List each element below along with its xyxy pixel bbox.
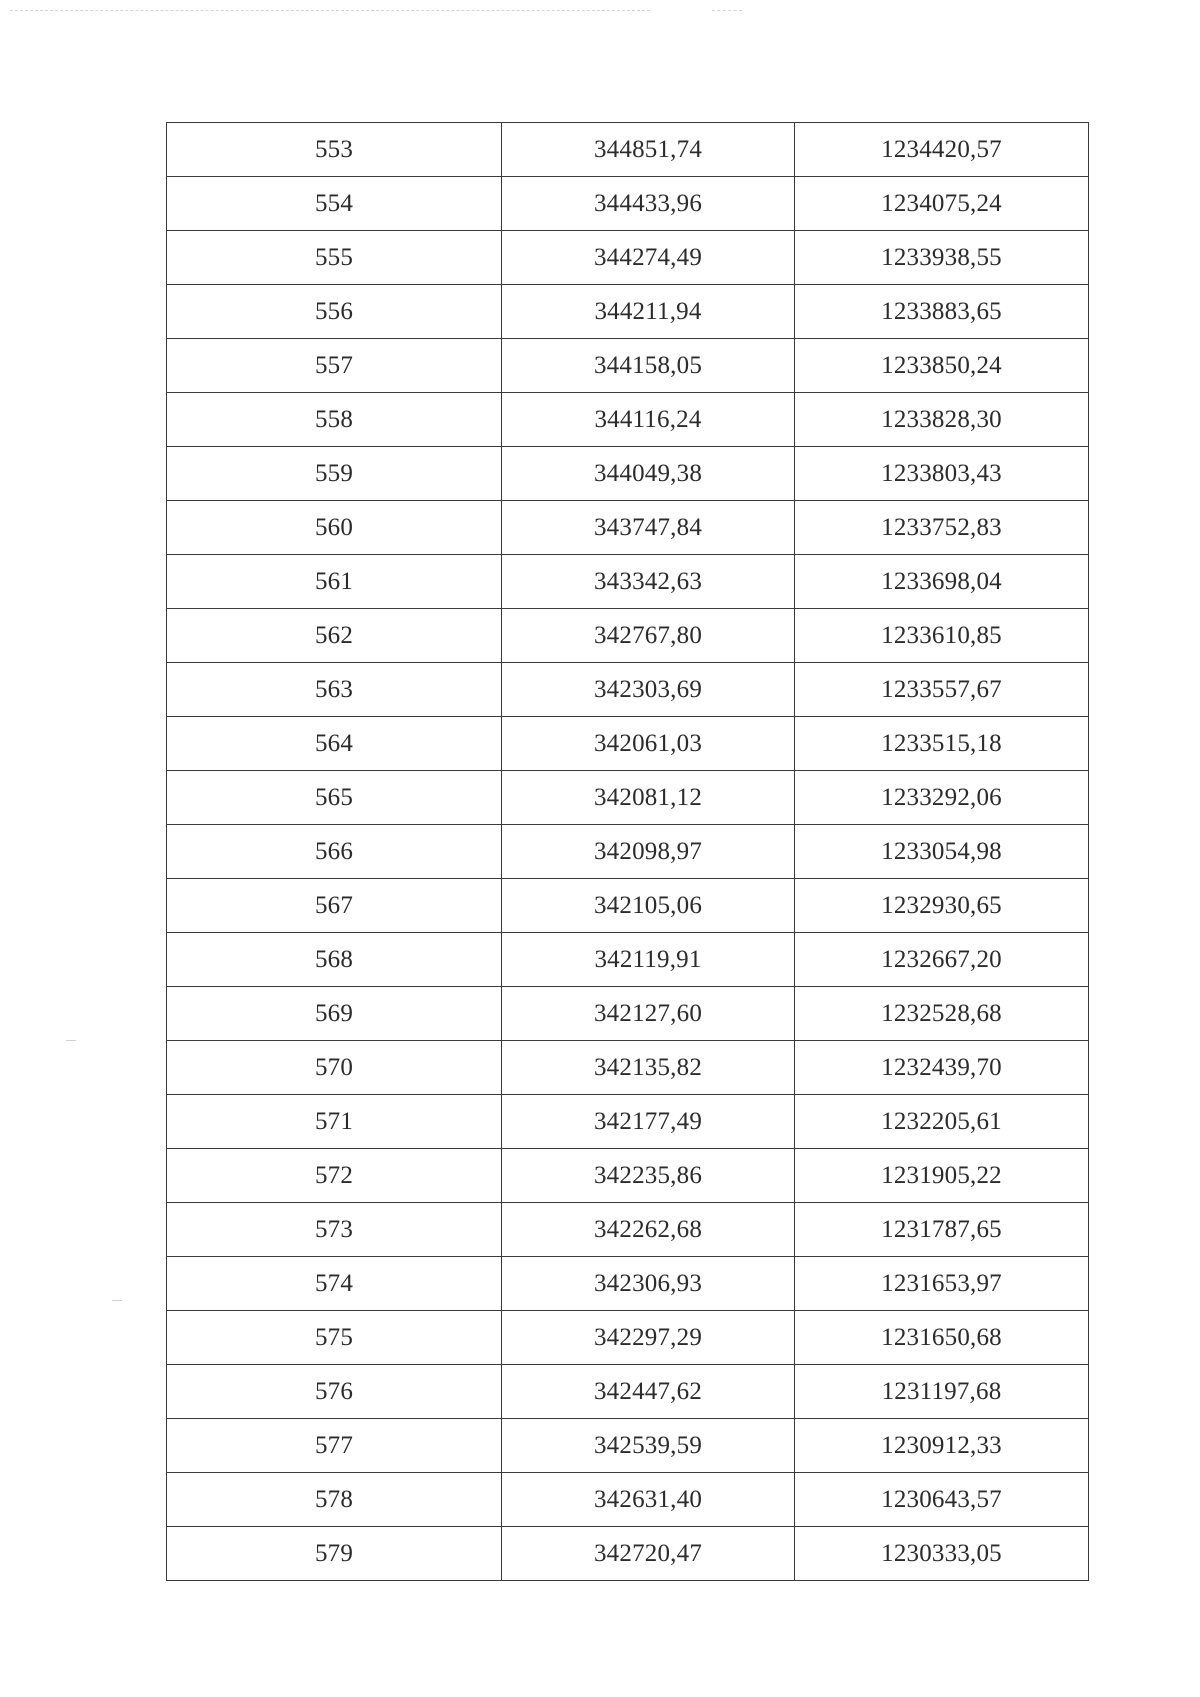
table-row [167, 555, 1089, 609]
point-number-cell: 569 [167, 987, 502, 1041]
y-coordinate-cell: 1232930,65 [795, 879, 1089, 933]
x-coordinate-cell: 342720,47 [502, 1527, 795, 1581]
x-coordinate-cell: 344158,05 [502, 339, 795, 393]
point-number-cell: 559 [167, 447, 502, 501]
point-number-cell: 568 [167, 933, 502, 987]
point-number-cell: 567 [167, 879, 502, 933]
y-coordinate-cell: 1234420,57 [795, 123, 1089, 177]
table-row [167, 1419, 1089, 1473]
x-coordinate-cell: 342262,68 [502, 1203, 795, 1257]
x-coordinate-cell: 344274,49 [502, 231, 795, 285]
y-coordinate-cell: 1233752,83 [795, 501, 1089, 555]
table-row [167, 1095, 1089, 1149]
point-number-cell: 576 [167, 1365, 502, 1419]
table-row [167, 1527, 1089, 1581]
y-coordinate-cell: 1233610,85 [795, 609, 1089, 663]
table-row [167, 1041, 1089, 1095]
x-coordinate-cell: 342119,91 [502, 933, 795, 987]
table-row [167, 771, 1089, 825]
x-coordinate-cell: 344851,74 [502, 123, 795, 177]
x-coordinate-cell: 342127,60 [502, 987, 795, 1041]
point-number-cell: 563 [167, 663, 502, 717]
y-coordinate-cell: 1231653,97 [795, 1257, 1089, 1311]
x-coordinate-cell: 342081,12 [502, 771, 795, 825]
point-number-cell: 564 [167, 717, 502, 771]
x-coordinate-cell: 342098,97 [502, 825, 795, 879]
table-row [167, 1365, 1089, 1419]
y-coordinate-cell: 1233828,30 [795, 393, 1089, 447]
scan-artifact-mark [66, 1040, 76, 1041]
x-coordinate-cell: 342631,40 [502, 1473, 795, 1527]
x-coordinate-cell: 342447,62 [502, 1365, 795, 1419]
y-coordinate-cell: 1233850,24 [795, 339, 1089, 393]
coordinates-table-body [167, 123, 1089, 1581]
table-row [167, 285, 1089, 339]
scan-artifact-line [10, 10, 650, 11]
point-number-cell: 579 [167, 1527, 502, 1581]
y-coordinate-cell: 1233515,18 [795, 717, 1089, 771]
point-number-cell: 553 [167, 123, 502, 177]
y-coordinate-cell: 1233557,67 [795, 663, 1089, 717]
x-coordinate-cell: 344211,94 [502, 285, 795, 339]
point-number-cell: 572 [167, 1149, 502, 1203]
x-coordinate-cell: 344116,24 [502, 393, 795, 447]
table-row [167, 177, 1089, 231]
y-coordinate-cell: 1232205,61 [795, 1095, 1089, 1149]
y-coordinate-cell: 1231787,65 [795, 1203, 1089, 1257]
table-row [167, 933, 1089, 987]
table-row [167, 123, 1089, 177]
table-row [167, 339, 1089, 393]
table-row [167, 609, 1089, 663]
x-coordinate-cell: 344049,38 [502, 447, 795, 501]
point-number-cell: 557 [167, 339, 502, 393]
point-number-cell: 565 [167, 771, 502, 825]
table-row [167, 717, 1089, 771]
x-coordinate-cell: 342306,93 [502, 1257, 795, 1311]
point-number-cell: 554 [167, 177, 502, 231]
point-number-cell: 578 [167, 1473, 502, 1527]
x-coordinate-cell: 344433,96 [502, 177, 795, 231]
y-coordinate-cell: 1233938,55 [795, 231, 1089, 285]
table-row [167, 1311, 1089, 1365]
x-coordinate-cell: 342235,86 [502, 1149, 795, 1203]
y-coordinate-cell: 1232439,70 [795, 1041, 1089, 1095]
x-coordinate-cell: 343747,84 [502, 501, 795, 555]
x-coordinate-cell: 342061,03 [502, 717, 795, 771]
y-coordinate-cell: 1231650,68 [795, 1311, 1089, 1365]
table-row [167, 1149, 1089, 1203]
point-number-cell: 575 [167, 1311, 502, 1365]
x-coordinate-cell: 342767,80 [502, 609, 795, 663]
y-coordinate-cell: 1230333,05 [795, 1527, 1089, 1581]
point-number-cell: 562 [167, 609, 502, 663]
y-coordinate-cell: 1230912,33 [795, 1419, 1089, 1473]
y-coordinate-cell: 1233698,04 [795, 555, 1089, 609]
scan-artifact-line-short [712, 10, 742, 11]
point-number-cell: 555 [167, 231, 502, 285]
point-number-cell: 573 [167, 1203, 502, 1257]
table-row [167, 393, 1089, 447]
y-coordinate-cell: 1233803,43 [795, 447, 1089, 501]
x-coordinate-cell: 342303,69 [502, 663, 795, 717]
point-number-cell: 566 [167, 825, 502, 879]
point-number-cell: 560 [167, 501, 502, 555]
table-row [167, 663, 1089, 717]
y-coordinate-cell: 1232667,20 [795, 933, 1089, 987]
x-coordinate-cell: 342539,59 [502, 1419, 795, 1473]
y-coordinate-cell: 1234075,24 [795, 177, 1089, 231]
point-number-cell: 574 [167, 1257, 502, 1311]
table-row [167, 825, 1089, 879]
y-coordinate-cell: 1230643,57 [795, 1473, 1089, 1527]
x-coordinate-cell: 342177,49 [502, 1095, 795, 1149]
table-row [167, 447, 1089, 501]
table-row [167, 987, 1089, 1041]
point-number-cell: 558 [167, 393, 502, 447]
point-number-cell: 561 [167, 555, 502, 609]
point-number-cell: 556 [167, 285, 502, 339]
y-coordinate-cell: 1231905,22 [795, 1149, 1089, 1203]
point-number-cell: 571 [167, 1095, 502, 1149]
point-number-cell: 570 [167, 1041, 502, 1095]
table-row [167, 1203, 1089, 1257]
x-coordinate-cell: 342297,29 [502, 1311, 795, 1365]
y-coordinate-cell: 1232528,68 [795, 987, 1089, 1041]
x-coordinate-cell: 343342,63 [502, 555, 795, 609]
table-row [167, 231, 1089, 285]
x-coordinate-cell: 342135,82 [502, 1041, 795, 1095]
y-coordinate-cell: 1233054,98 [795, 825, 1089, 879]
y-coordinate-cell: 1231197,68 [795, 1365, 1089, 1419]
point-number-cell: 577 [167, 1419, 502, 1473]
x-coordinate-cell: 342105,06 [502, 879, 795, 933]
coordinates-table [166, 122, 1089, 1581]
table-row [167, 1257, 1089, 1311]
table-row [167, 1473, 1089, 1527]
scan-artifact-mark [112, 1300, 122, 1301]
table-row [167, 501, 1089, 555]
y-coordinate-cell: 1233292,06 [795, 771, 1089, 825]
y-coordinate-cell: 1233883,65 [795, 285, 1089, 339]
table-row [167, 879, 1089, 933]
